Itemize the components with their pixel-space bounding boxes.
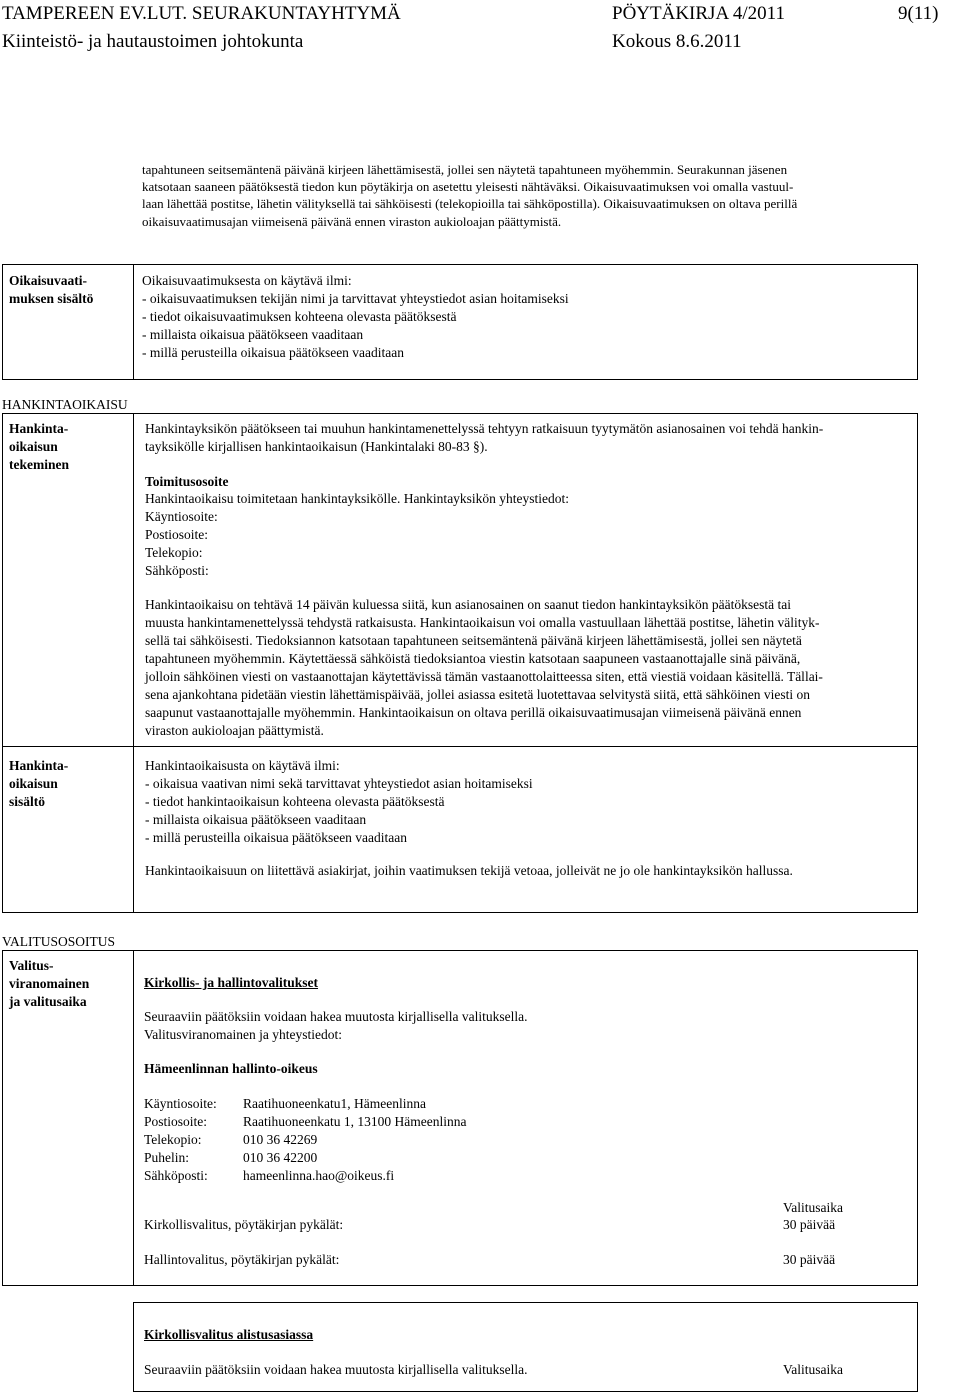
valitus-heading: VALITUSOSOITUS: [2, 934, 116, 949]
oikaisu-label: Oikaisuvaati- muksen sisältö: [9, 273, 94, 306]
valitus-intro: Seuraaviin päätöksiin voidaan hakea muutosta kirjallisella valituksella. Valitusviranomainen ja yhteystiedot:: [144, 1009, 528, 1042]
page-number: 9(11): [898, 3, 939, 24]
authority-name: Hämeenlinnan hallinto-oikeus: [144, 1061, 318, 1076]
oikaisu-line: - tiedot oikaisuvaatimuksen kohteena olevasta päätöksestä: [142, 309, 457, 324]
board-name: Kiinteistö- ja hautaustoimen johtokunta: [2, 31, 304, 52]
org-name: TAMPEREEN EV.LUT. SEURAKUNTAYHTYMÄ: [2, 3, 401, 24]
hankinta-separator: [2, 746, 918, 747]
alistus-title: Kirkollisvalitus alistusasiassa: [144, 1327, 314, 1342]
contact-row: Sähköposti: hameenlinna.hao@oikeus.fi: [144, 1168, 395, 1183]
contact-row: Puhelin: 010 36 42200: [144, 1150, 318, 1165]
document-title: PÖYTÄKIRJA 4/2011: [612, 3, 785, 24]
hankinta-label-tekeminen: Hankinta- oikaisun tekeminen: [9, 421, 69, 472]
hankinta-attachments: Hankintaoikaisuun on liitettävä asiakirjat, joihin vaatimuksen tekijä vetoaa, jolleivät ne jo ole hankintayksikön hallussa.: [145, 863, 793, 878]
oikaisu-line: - millaista oikaisua päätökseen vaaditaan: [142, 327, 364, 342]
intro-line: laan lähettää postitse, lähetin välityksellä tai sähköisesti (telekopioilla tai sähköpostilla). Oikaisuvaatimuksen on oltava perillä: [142, 196, 798, 212]
hankinta-heading: HANKINTAOIKAISU: [2, 397, 128, 412]
oikaisu-line: - oikaisuvaatimuksen tekijän nimi ja tarvittavat yhteystiedot asian hoitamiseksi: [142, 291, 569, 306]
hankinta-content: Hankintaoikaisusta on käytävä ilmi: - oikaisua vaativan nimi sekä tarvittavat yhteystiedot asian hoitamiseksi - tiedot hankintaoikaisun kohteena olevasta päätöksestä - millaista oikaisua päätökseen vaaditaan - millä perusteilla oikaisua päätökseen vaaditaan: [145, 758, 533, 845]
authority-contacts: [144, 1095, 466, 1185]
valitus-divider: [133, 950, 134, 1286]
contact-row: Käyntiosoite: Raatihuoneenkatu1, Hämeenlinna: [144, 1096, 426, 1111]
hallintovalitus-label: Hallintovalitus, pöytäkirjan pykälät:: [144, 1252, 340, 1267]
oikaisu-content: [142, 272, 569, 362]
toimitusosoite-title: Toimitusosoite: [145, 474, 229, 489]
valitus-subtitle: Kirkollis- ja hallintovalitukset: [144, 975, 319, 990]
valitusaika-label: Valitusaika: [783, 1200, 843, 1215]
alistus-line: Seuraaviin päätöksiin voidaan hakea muutosta kirjallisella valituksella.: [144, 1362, 528, 1377]
contact-row: Telekopio: 010 36 42269: [144, 1132, 318, 1147]
oikaisu-line: Oikaisuvaatimuksesta on käytävä ilmi:: [142, 273, 352, 288]
hankinta-para1: Hankintayksikön päätökseen tai muuhun hankintamenettelyssä tehtyyn ratkaisuun tyytymätön asianosainen voi tehdä hankin- tayksikölle kirjallisen hankintaoikaisun (Hankintalaki 80-83 §).: [145, 421, 824, 454]
toimitusosoite-content: Hankintaoikaisu toimitetaan hankintayksikölle. Hankintayksikön yhteystiedot: Käyntiosoite: Postiosoite: Telekopio: Sähköposti:: [145, 491, 570, 578]
hankinta-divider: [133, 413, 134, 913]
oikaisu-line: - millä perusteilla oikaisua päätökseen vaaditaan: [142, 345, 405, 360]
kirkollisvalitus-days: 30 päivää: [783, 1217, 836, 1232]
kirkollisvalitus-label: Kirkollisvalitus, pöytäkirjan pykälät:: [144, 1217, 344, 1232]
intro-line: tapahtuneen seitsemäntenä päivänä kirjeen lähettämisestä, jollei sen näytetä tapahtuneen myöhemmin. Seurakunnan jäsenen: [142, 162, 788, 177]
contact-row: Postiosoite: Raatihuoneenkatu 1, 13100 Hämeenlinna: [144, 1114, 467, 1129]
intro-line: oikaisuvaatimusajan viimeisenä päivänä ennen viraston aukioloajan päättymistä.: [142, 213, 562, 229]
hankinta-para2: Hankintaoikaisu on tehtävä 14 päivän kuluessa siitä, kun asianosainen on saanut tiedon hankintayksikön päätöksestä tai muusta hankintamenettelyssä tehdystä ratkaisusta. Hankintaoikaisun voi omalla vastuullaan lähettää postitse, lähetin välityk- sellä tai sähköisesti. Tiedoksiannon katsotaan tapahtuneen seitsemäntenä päivänä kirjeen lähettämisestä, jollei sen näytetä tapahtuneen myöhemmin. Käytettäessä sähköistä tiedoksiantoa viestin katsotaan saapuneen vastaanottajalle sinä päivänä, jolloin sähköinen viesti on vastaanottajan käytettävissä tämän vastaanottolaitteessa siten, että viestiä voidaan käsitellä. Tällai- sena ajankohtana pidetään viestin lähettämispäivää, jollei asiassa esitetä luotettavaa selvitystä siitä, että sähköinen viesti on saapunut vastaanottajalle myöhemmin. Hankintaoikaisun on oltava perillä oikaisuvaatimusajan viimeisenä päivänä ennen viraston aukioloajan päättymistä.: [145, 597, 823, 738]
oikaisu-divider: [133, 264, 134, 380]
hankinta-label-sisalto: Hankinta- oikaisun sisältö: [9, 758, 69, 809]
hallintovalitus-days: 30 päivää: [783, 1252, 836, 1267]
alistus-valitusaika: Valitusaika: [783, 1362, 843, 1377]
intro-paragraph: [142, 161, 797, 230]
valitus-label: Valitus- viranomainen ja valitusaika: [9, 958, 90, 1009]
meeting-info: Kokous 8.6.2011: [612, 31, 742, 52]
intro-line: katsotaan saaneen päätöksestä tiedon kun pöytäkirja on asetettu yleisesti nähtäväksi. Oikaisuvaatimuksen voi omalla vastuul-: [142, 179, 794, 195]
